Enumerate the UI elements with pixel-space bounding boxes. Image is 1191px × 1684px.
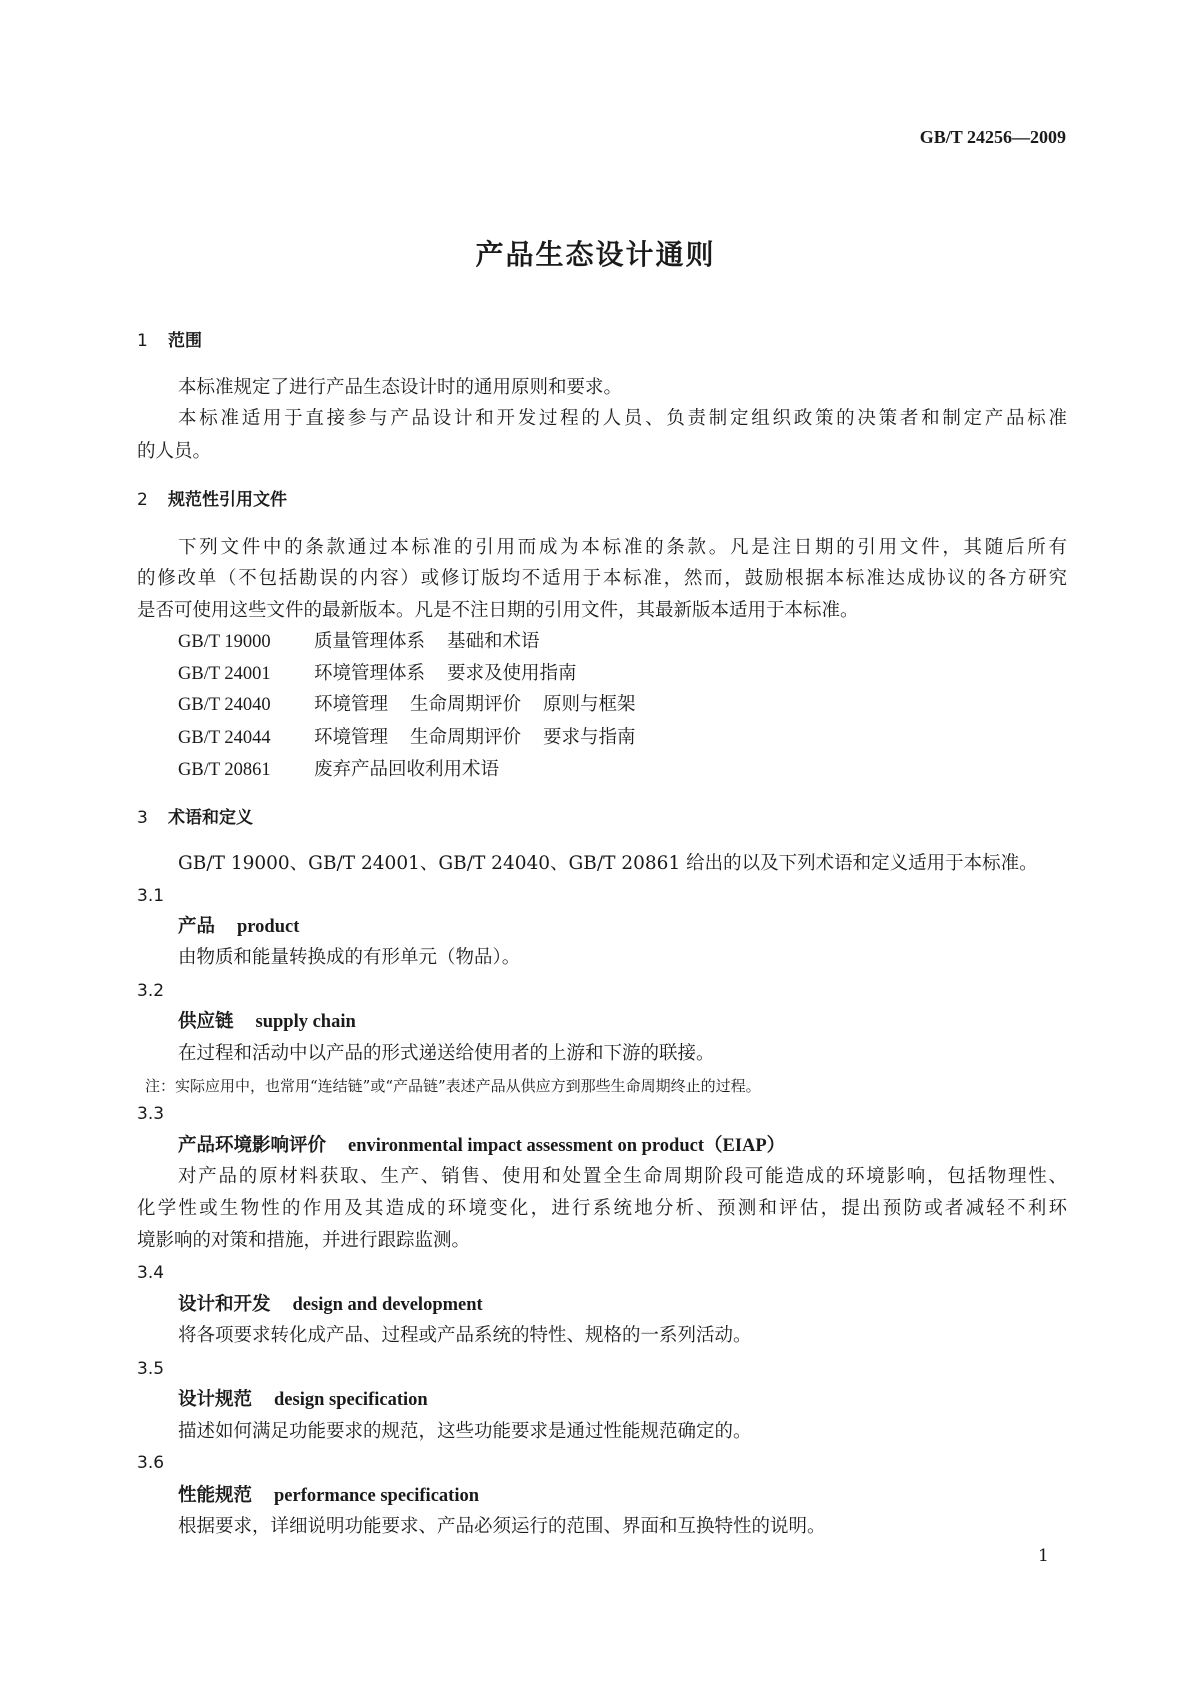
ref-title: 环境管理 — [314, 694, 389, 715]
term-heading — [178, 1484, 479, 1508]
term-definition: 由物质和能量转换成的有形单元（物品）。 — [178, 947, 521, 968]
ref-title: 质量管理体系 — [314, 631, 426, 652]
ref-title: 生命周期评价 — [410, 694, 522, 715]
term-en: supply chain — [255, 1012, 356, 1032]
page-number: 1 — [1038, 1546, 1049, 1566]
paragraph: 下列文件中的条款通过本标准的引用而成为本标准的条款。凡是注日期的引用文件，其随后所有 — [178, 537, 1067, 558]
ref-title: 要求及使用指南 — [447, 663, 577, 684]
section-heading-normative-references — [137, 488, 287, 512]
paragraph: 的人员。 — [137, 441, 212, 462]
ref-code: GB/T 24044 — [178, 728, 271, 748]
term-en: performance specification — [274, 1486, 479, 1506]
section-title: 规范性引用文件 — [168, 490, 287, 510]
note: 注：实际应用中，也常用“连结链”或“产品链”表述产品从供应方到那些生命周期终止的过程。 — [145, 1077, 761, 1095]
paragraph: 本标准适用于直接参与产品设计和开发过程的人员、负责制定组织政策的决策者和制定产品标准 — [178, 408, 1067, 429]
section-number: 2 — [137, 490, 148, 510]
term-heading — [178, 1293, 483, 1317]
term-definition: 化学性或生物性的作用及其造成的环境变化，进行系统地分析、预测和评估，提出预防或者减轻不利环 — [137, 1198, 1067, 1219]
section-heading-terms — [137, 806, 253, 830]
term-en: design and development — [292, 1295, 483, 1315]
reference-item — [178, 630, 562, 654]
clause-number: 3.6 — [137, 1453, 165, 1473]
section-heading-scope — [137, 329, 202, 353]
ref-title: 废弃产品回收利用术语 — [314, 759, 500, 780]
term-en: environmental impact assessment on product（EIAP） — [348, 1136, 786, 1156]
term-zh: 设计和开发 — [178, 1294, 271, 1315]
term-en: product — [237, 917, 300, 937]
clause-number: 3.4 — [137, 1263, 165, 1283]
paragraph: GB/T 19000、GB/T 24001、GB/T 24040、GB/T 20861 给出的以及下列术语和定义适用于本标准。 — [178, 853, 1038, 874]
reference-item — [178, 758, 521, 782]
ref-title: 环境管理 — [314, 727, 389, 748]
reference-item — [178, 693, 658, 717]
reference-item — [178, 726, 658, 750]
term-zh: 性能规范 — [178, 1485, 253, 1506]
term-zh: 产品环境影响评价 — [178, 1135, 327, 1156]
section-title: 范围 — [168, 331, 202, 351]
term-definition: 将各项要求转化成产品、过程或产品系统的特性、规格的一系列活动。 — [178, 1325, 752, 1346]
clause-number: 3.3 — [137, 1104, 165, 1124]
ref-code: GB/T 24040 — [178, 695, 271, 715]
section-number: 1 — [137, 331, 148, 351]
paragraph: 是否可使用这些文件的最新版本。凡是不注日期的引用文件，其最新版本适用于本标准。 — [137, 600, 859, 621]
paragraph: 本标准规定了进行产品生态设计时的通用原则和要求。 — [178, 377, 623, 398]
term-zh: 产品 — [178, 916, 216, 937]
term-definition: 境影响的对策和措施，并进行跟踪监测。 — [137, 1230, 471, 1251]
paragraph: 的修改单（不包括勘误的内容）或修订版均不适用于本标准，然而，鼓励根据本标准达成协议的各方研究 — [137, 568, 1067, 589]
term-zh: 供应链 — [178, 1011, 234, 1032]
term-en: design specification — [274, 1390, 428, 1410]
ref-title: 原则与框架 — [543, 694, 636, 715]
term-heading — [178, 1134, 785, 1158]
term-definition: 对产品的原材料获取、生产、销售、使用和处置全生命周期阶段可能造成的环境影响，包括物理性、 — [178, 1166, 1067, 1187]
ref-title: 要求与指南 — [543, 727, 636, 748]
term-definition: 根据要求，详细说明功能要求、产品必须运行的范围、界面和互换特性的说明。 — [178, 1516, 826, 1537]
reference-item — [178, 662, 599, 686]
term-zh: 设计规范 — [178, 1389, 253, 1410]
clause-number: 3.2 — [137, 981, 165, 1001]
page-title: 产品生态设计通则 — [475, 238, 716, 271]
clause-number: 3.5 — [137, 1359, 165, 1379]
standard-number: GB/T 24256—2009 — [919, 127, 1066, 147]
term-heading — [178, 915, 299, 939]
ref-title: 环境管理体系 — [314, 663, 426, 684]
section-title: 术语和定义 — [168, 808, 253, 828]
term-definition: 在过程和活动中以产品的形式递送给使用者的上游和下游的联接。 — [178, 1043, 715, 1064]
term-heading — [178, 1010, 356, 1034]
ref-code: GB/T 19000 — [178, 632, 271, 652]
clause-number: 3.1 — [137, 886, 165, 906]
ref-title: 生命周期评价 — [410, 727, 522, 748]
ref-code: GB/T 20861 — [178, 760, 271, 780]
term-definition: 描述如何满足功能要求的规范，这些功能要求是通过性能规范确定的。 — [178, 1421, 752, 1442]
ref-code: GB/T 24001 — [178, 664, 271, 684]
section-number: 3 — [137, 808, 148, 828]
ref-title: 基础和术语 — [447, 631, 540, 652]
term-heading — [178, 1388, 428, 1412]
